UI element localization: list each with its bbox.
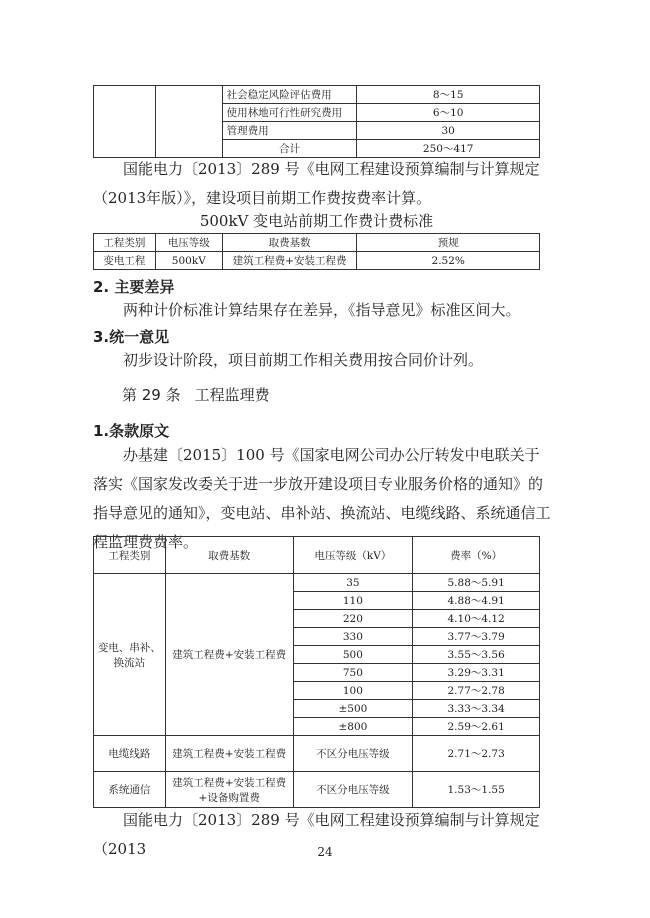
paragraph-original-clause: 办基建〔2015〕100 号《国家电网公司办公厅转发中电联关于落实《国家发改委关于进一步放开建设项目专业服务价格的通知》的指导意见的通知》，变电站、串补站、换流站、电缆线路、系统通信工程监理费费率。 [93, 446, 551, 551]
voltage-cell: 750 [293, 664, 413, 682]
rate-cell: 4.88～4.91 [413, 592, 540, 610]
table-header-row [94, 234, 540, 252]
value-cell: 6～10 [357, 104, 540, 122]
base-cell: 建筑工程费+安装工程费+设备购置费 [165, 772, 293, 808]
item-cell: 社会稳定风险评估费用 [222, 86, 357, 104]
voltage-cell: 35 [293, 574, 413, 592]
paragraph-unified-opinion: 初步设计阶段，项目前期工作相关费用按合同价计列。 [123, 351, 484, 369]
header-cell: 电压等级（kV） [293, 537, 413, 574]
value-cell: 30 [357, 122, 540, 140]
voltage-cell: 不区分电压等级 [293, 772, 413, 808]
header-cell: 费率（%） [413, 537, 540, 574]
base-cell-empty [155, 86, 222, 158]
header-cell: 工程类别 [94, 537, 166, 574]
heading-main-differences: 2. 主要差异 [93, 278, 175, 296]
supervision-fee-rate-table [93, 536, 540, 808]
voltage-cell: ±500 [293, 700, 413, 718]
category-cell-empty [94, 86, 156, 158]
total-label-cell: 合计 [222, 140, 357, 158]
table-row [94, 772, 540, 808]
substation-prework-fee-table [93, 233, 540, 270]
rate-cell: 5.88～5.91 [413, 574, 540, 592]
fee-continuation-table [93, 85, 540, 158]
paragraph-regulation-continued: 国能电力〔2013〕289 号《电网工程建设预算编制与计算规定（2013 [93, 811, 540, 858]
cell: 建筑工程费+安装工程费 [222, 252, 357, 270]
category-cell: 系统通信 [94, 772, 166, 808]
rate-cell: 3.55～3.56 [413, 646, 540, 664]
page-number: 24 [317, 845, 333, 859]
rate-cell: 3.33～3.34 [413, 700, 540, 718]
article-heading [122, 384, 284, 405]
header-cell: 电压等级 [155, 234, 222, 252]
voltage-cell: 110 [293, 592, 413, 610]
item-cell: 管理费用 [222, 122, 357, 140]
table-header-row [94, 537, 540, 574]
voltage-cell: 100 [293, 682, 413, 700]
voltage-cell: ±800 [293, 718, 413, 736]
total-value-cell: 250～417 [357, 140, 540, 158]
base-cell: 建筑工程费+安装工程费 [165, 574, 293, 736]
header-cell: 预规 [357, 234, 540, 252]
rate-cell: 3.77～3.79 [413, 628, 540, 646]
table-caption: 500kV 变电站前期工作费计费标准 [199, 212, 434, 230]
rate-cell: 3.29～3.31 [413, 664, 540, 682]
header-cell: 取费基数 [165, 537, 293, 574]
voltage-cell: 220 [293, 610, 413, 628]
category-cell: 电缆线路 [94, 736, 166, 772]
item-cell: 使用林地可行性研究费用 [222, 104, 357, 122]
base-cell: 建筑工程费+安装工程费 [165, 736, 293, 772]
category-cell: 变电、串补、换流站 [94, 574, 166, 736]
heading-original-clause: 1.条款原文 [93, 422, 170, 440]
article-number: 第 29 条 [122, 386, 181, 404]
table-row [94, 574, 540, 592]
paragraph-regulation-2013: 国能电力〔2013〕289 号《电网工程建设预算编制与计算规定（2013年版）》，建设项目前期工作费按费率计算。 [93, 160, 540, 207]
voltage-cell: 330 [293, 628, 413, 646]
voltage-cell: 不区分电压等级 [293, 736, 413, 772]
rate-cell: 1.53～1.55 [413, 772, 540, 808]
value-cell: 8～15 [357, 86, 540, 104]
header-cell: 工程类别 [94, 234, 156, 252]
table-row [94, 252, 540, 270]
rate-cell: 2.71～2.73 [413, 736, 540, 772]
cell: 2.52% [357, 252, 540, 270]
heading-unified-opinion: 3.统一意见 [93, 328, 170, 346]
rate-cell: 2.59～2.61 [413, 718, 540, 736]
article-title: 工程监理费 [194, 386, 270, 404]
voltage-cell: 500 [293, 646, 413, 664]
cell: 变电工程 [94, 252, 156, 270]
paragraph-differences: 两种计价标准计算结果存在差异，《指导意见》标准区间大。 [123, 301, 521, 319]
header-cell: 取费基数 [222, 234, 357, 252]
cell: 500kV [155, 252, 222, 270]
table-row [94, 736, 540, 772]
rate-cell: 4.10～4.12 [413, 610, 540, 628]
rate-cell: 2.77～2.78 [413, 682, 540, 700]
table-row [94, 86, 540, 104]
